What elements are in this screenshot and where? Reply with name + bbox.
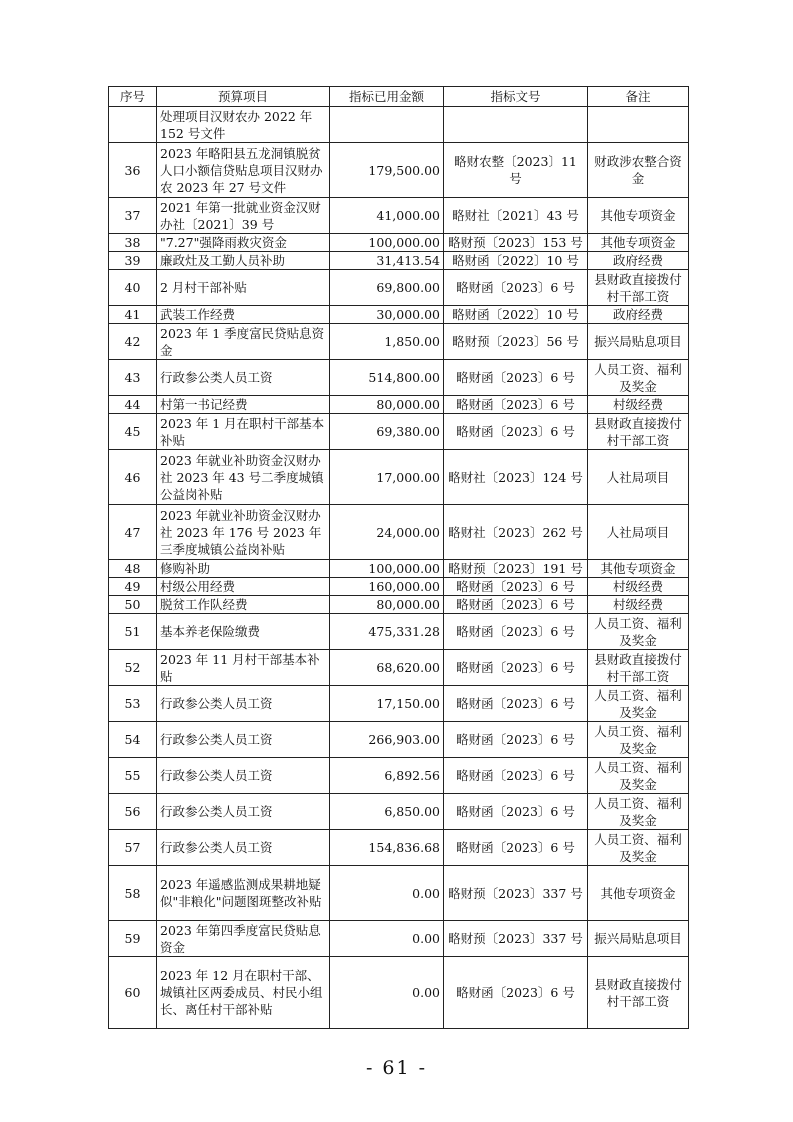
header-used-amount: 指标已用金额 xyxy=(330,87,444,107)
table-row xyxy=(109,650,689,686)
table-row xyxy=(109,794,689,830)
cell-budget-item: "7.27"强降雨救灾资金 xyxy=(157,234,330,252)
cell-document-no: 略财函〔2023〕6 号 xyxy=(444,650,588,686)
table-row xyxy=(109,270,689,306)
cell-serial-no: 54 xyxy=(109,722,157,758)
page-number: - 61 - xyxy=(365,1057,428,1079)
table-row xyxy=(109,396,689,414)
cell-serial-no: 50 xyxy=(109,596,157,614)
cell-serial-no: 44 xyxy=(109,396,157,414)
cell-budget-item: 2023 年就业补助资金汉财办社 2023 年 43 号二季度城镇公益岗补贴 xyxy=(157,450,330,505)
cell-serial-no: 52 xyxy=(109,650,157,686)
cell-budget-item: 处理项目汉财农办 2022 年 152 号文件 xyxy=(157,107,330,143)
cell-document-no: 略财函〔2023〕6 号 xyxy=(444,794,588,830)
table-row xyxy=(109,306,689,324)
cell-remarks: 人员工资、福利及奖金 xyxy=(588,722,689,758)
cell-used-amount: 514,800.00 xyxy=(330,360,444,396)
cell-used-amount: 475,331.28 xyxy=(330,614,444,650)
cell-remarks: 其他专项资金 xyxy=(588,198,689,234)
cell-used-amount: 154,836.68 xyxy=(330,830,444,866)
cell-used-amount: 100,000.00 xyxy=(330,560,444,578)
cell-budget-item: 2 月村干部补贴 xyxy=(157,270,330,306)
cell-budget-item: 行政参公类人员工资 xyxy=(157,686,330,722)
table-body xyxy=(109,107,689,1029)
cell-used-amount: 17,150.00 xyxy=(330,686,444,722)
cell-budget-item: 行政参公类人员工资 xyxy=(157,758,330,794)
cell-used-amount: 41,000.00 xyxy=(330,198,444,234)
header-document-no: 指标文号 xyxy=(444,87,588,107)
cell-document-no: 略财社〔2021〕43 号 xyxy=(444,198,588,234)
cell-budget-item: 行政参公类人员工资 xyxy=(157,830,330,866)
cell-remarks: 政府经费 xyxy=(588,252,689,270)
cell-document-no: 略财函〔2023〕6 号 xyxy=(444,614,588,650)
cell-remarks: 人员工资、福利及奖金 xyxy=(588,686,689,722)
cell-budget-item: 行政参公类人员工资 xyxy=(157,360,330,396)
cell-document-no: 略财函〔2023〕6 号 xyxy=(444,414,588,450)
cell-document-no: 略财社〔2023〕262 号 xyxy=(444,505,588,560)
cell-document-no: 略财函〔2023〕6 号 xyxy=(444,830,588,866)
cell-used-amount: 0.00 xyxy=(330,866,444,921)
table-row xyxy=(109,505,689,560)
cell-serial-no: 56 xyxy=(109,794,157,830)
cell-remarks: 其他专项资金 xyxy=(588,866,689,921)
cell-remarks: 财政涉农整合资金 xyxy=(588,143,689,198)
cell-used-amount: 179,500.00 xyxy=(330,143,444,198)
cell-remarks: 振兴局贴息项目 xyxy=(588,921,689,957)
cell-serial-no: 38 xyxy=(109,234,157,252)
cell-budget-item: 村第一书记经费 xyxy=(157,396,330,414)
cell-remarks: 人员工资、福利及奖金 xyxy=(588,794,689,830)
cell-used-amount: 266,903.00 xyxy=(330,722,444,758)
cell-serial-no: 41 xyxy=(109,306,157,324)
cell-serial-no: 58 xyxy=(109,866,157,921)
table-row xyxy=(109,360,689,396)
cell-used-amount: 30,000.00 xyxy=(330,306,444,324)
cell-document-no: 略财函〔2023〕6 号 xyxy=(444,722,588,758)
table-row xyxy=(109,758,689,794)
cell-serial-no: 39 xyxy=(109,252,157,270)
cell-used-amount: 6,850.00 xyxy=(330,794,444,830)
cell-budget-item: 2023 年就业补助资金汉财办社 2023 年 176 号 2023 年三季度城镇公益岗补贴 xyxy=(157,505,330,560)
cell-serial-no: 55 xyxy=(109,758,157,794)
cell-serial-no: 53 xyxy=(109,686,157,722)
cell-budget-item: 武装工作经费 xyxy=(157,306,330,324)
cell-remarks: 村级经费 xyxy=(588,396,689,414)
table-row xyxy=(109,107,689,143)
cell-serial-no: 47 xyxy=(109,505,157,560)
cell-remarks: 其他专项资金 xyxy=(588,234,689,252)
table-row xyxy=(109,722,689,758)
cell-used-amount: 0.00 xyxy=(330,957,444,1029)
table-row xyxy=(109,450,689,505)
cell-remarks: 人员工资、福利及奖金 xyxy=(588,758,689,794)
cell-used-amount: 80,000.00 xyxy=(330,596,444,614)
table-row xyxy=(109,578,689,596)
cell-serial-no: 40 xyxy=(109,270,157,306)
table-row xyxy=(109,143,689,198)
cell-document-no: 略财函〔2023〕6 号 xyxy=(444,957,588,1029)
cell-remarks: 县财政直接拨付村干部工资 xyxy=(588,270,689,306)
cell-budget-item: 2023 年第四季度富民贷贴息资金 xyxy=(157,921,330,957)
cell-budget-item: 2023 年略阳县五龙洞镇脱贫人口小额信贷贴息项目汉财办农 2023 年 27 号文件 xyxy=(157,143,330,198)
cell-document-no: 略财函〔2023〕6 号 xyxy=(444,596,588,614)
table-row xyxy=(109,414,689,450)
cell-document-no: 略财函〔2022〕10 号 xyxy=(444,252,588,270)
cell-serial-no: 37 xyxy=(109,198,157,234)
cell-serial-no: 42 xyxy=(109,324,157,360)
cell-budget-item: 2023 年 1 月在职村干部基本补贴 xyxy=(157,414,330,450)
cell-serial-no xyxy=(109,107,157,143)
cell-used-amount: 69,800.00 xyxy=(330,270,444,306)
cell-document-no: 略财预〔2023〕191 号 xyxy=(444,560,588,578)
cell-document-no: 略财社〔2023〕124 号 xyxy=(444,450,588,505)
cell-budget-item: 行政参公类人员工资 xyxy=(157,722,330,758)
cell-serial-no: 51 xyxy=(109,614,157,650)
table-row xyxy=(109,596,689,614)
cell-remarks: 村级经费 xyxy=(588,596,689,614)
cell-budget-item: 基本养老保险缴费 xyxy=(157,614,330,650)
cell-used-amount: 31,413.54 xyxy=(330,252,444,270)
cell-budget-item: 2023 年 11 月村干部基本补贴 xyxy=(157,650,330,686)
cell-document-no: 略财函〔2023〕6 号 xyxy=(444,270,588,306)
table-row xyxy=(109,252,689,270)
table-row xyxy=(109,614,689,650)
header-remarks: 备注 xyxy=(588,87,689,107)
cell-budget-item: 修购补助 xyxy=(157,560,330,578)
cell-serial-no: 36 xyxy=(109,143,157,198)
table-row xyxy=(109,830,689,866)
cell-serial-no: 43 xyxy=(109,360,157,396)
cell-remarks: 人社局项目 xyxy=(588,450,689,505)
cell-serial-no: 59 xyxy=(109,921,157,957)
cell-used-amount: 6,892.56 xyxy=(330,758,444,794)
cell-document-no: 略财预〔2023〕153 号 xyxy=(444,234,588,252)
cell-remarks: 其他专项资金 xyxy=(588,560,689,578)
cell-remarks xyxy=(588,107,689,143)
table-row xyxy=(109,198,689,234)
cell-used-amount: 17,000.00 xyxy=(330,450,444,505)
cell-remarks: 政府经费 xyxy=(588,306,689,324)
cell-document-no: 略财函〔2023〕6 号 xyxy=(444,758,588,794)
cell-budget-item: 2021 年第一批就业资金汉财办社〔2021〕39 号 xyxy=(157,198,330,234)
cell-remarks: 人员工资、福利及奖金 xyxy=(588,360,689,396)
cell-budget-item: 村级公用经费 xyxy=(157,578,330,596)
cell-budget-item: 行政参公类人员工资 xyxy=(157,794,330,830)
cell-used-amount: 100,000.00 xyxy=(330,234,444,252)
table-row xyxy=(109,921,689,957)
cell-serial-no: 48 xyxy=(109,560,157,578)
cell-document-no: 略财函〔2023〕6 号 xyxy=(444,396,588,414)
cell-remarks: 人员工资、福利及奖金 xyxy=(588,830,689,866)
budget-table xyxy=(108,86,689,1029)
cell-budget-item: 2023 年 1 季度富民贷贴息资金 xyxy=(157,324,330,360)
cell-remarks: 振兴局贴息项目 xyxy=(588,324,689,360)
cell-remarks: 县财政直接拨付村干部工资 xyxy=(588,650,689,686)
cell-serial-no: 60 xyxy=(109,957,157,1029)
table-row xyxy=(109,560,689,578)
cell-used-amount: 1,850.00 xyxy=(330,324,444,360)
cell-document-no: 略财函〔2022〕10 号 xyxy=(444,306,588,324)
table-header-row xyxy=(109,87,689,107)
cell-used-amount: 69,380.00 xyxy=(330,414,444,450)
cell-remarks: 人员工资、福利及奖金 xyxy=(588,614,689,650)
table-row xyxy=(109,866,689,921)
cell-budget-item: 廉政灶及工勤人员补助 xyxy=(157,252,330,270)
cell-document-no: 略财函〔2023〕6 号 xyxy=(444,578,588,596)
cell-document-no xyxy=(444,107,588,143)
cell-serial-no: 57 xyxy=(109,830,157,866)
cell-document-no: 略财预〔2023〕337 号 xyxy=(444,866,588,921)
cell-used-amount xyxy=(330,107,444,143)
cell-document-no: 略财函〔2023〕6 号 xyxy=(444,686,588,722)
table-row xyxy=(109,957,689,1029)
table-row xyxy=(109,686,689,722)
cell-used-amount: 160,000.00 xyxy=(330,578,444,596)
cell-document-no: 略财预〔2023〕337 号 xyxy=(444,921,588,957)
table-row xyxy=(109,234,689,252)
cell-remarks: 人社局项目 xyxy=(588,505,689,560)
cell-document-no: 略财函〔2023〕6 号 xyxy=(444,360,588,396)
cell-budget-item: 2023 年遥感监测成果耕地疑似"非粮化"问题图斑整改补贴 xyxy=(157,866,330,921)
cell-remarks: 县财政直接拨付村干部工资 xyxy=(588,414,689,450)
cell-used-amount: 68,620.00 xyxy=(330,650,444,686)
table-row xyxy=(109,324,689,360)
cell-serial-no: 46 xyxy=(109,450,157,505)
cell-used-amount: 24,000.00 xyxy=(330,505,444,560)
header-budget-item: 预算项目 xyxy=(157,87,330,107)
cell-serial-no: 45 xyxy=(109,414,157,450)
cell-document-no: 略财农整〔2023〕11 号 xyxy=(444,143,588,198)
cell-remarks: 县财政直接拨付村干部工资 xyxy=(588,957,689,1029)
cell-used-amount: 0.00 xyxy=(330,921,444,957)
cell-document-no: 略财预〔2023〕56 号 xyxy=(444,324,588,360)
cell-budget-item: 脱贫工作队经费 xyxy=(157,596,330,614)
cell-remarks: 村级经费 xyxy=(588,578,689,596)
header-serial-no: 序号 xyxy=(109,87,157,107)
cell-serial-no: 49 xyxy=(109,578,157,596)
cell-budget-item: 2023 年 12 月在职村干部、城镇社区两委成员、村民小组长、离任村干部补贴 xyxy=(157,957,330,1029)
cell-used-amount: 80,000.00 xyxy=(330,396,444,414)
